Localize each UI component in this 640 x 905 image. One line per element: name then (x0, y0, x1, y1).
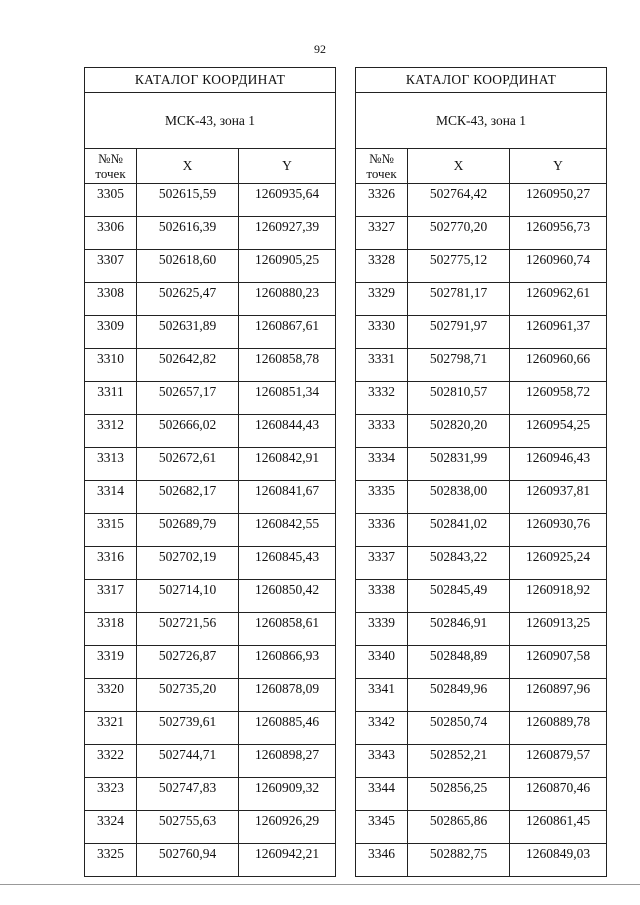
y-coordinate-cell: 1260930,76 (510, 514, 607, 547)
x-coordinate-cell: 502856,25 (408, 778, 510, 811)
point-number-cell: 3332 (356, 382, 408, 415)
point-number-cell: 3327 (356, 217, 408, 250)
y-coordinate-cell: 1260926,29 (239, 811, 336, 844)
point-number-header-line1: №№ (369, 151, 394, 166)
x-coordinate-cell: 502714,10 (137, 580, 239, 613)
x-coordinate-cell: 502657,17 (137, 382, 239, 415)
x-coordinate-cell: 502781,17 (408, 283, 510, 316)
point-number-cell: 3346 (356, 844, 408, 877)
table-row (85, 448, 336, 481)
point-number-cell: 3343 (356, 745, 408, 778)
table-row (356, 184, 607, 217)
x-coordinate-cell: 502850,74 (408, 712, 510, 745)
point-number-cell: 3305 (85, 184, 137, 217)
point-number-cell: 3322 (85, 745, 137, 778)
table-row (356, 448, 607, 481)
y-coordinate-cell: 1260879,57 (510, 745, 607, 778)
point-number-cell: 3334 (356, 448, 408, 481)
catalog-title: КАТАЛОГ КООРДИНАТ (356, 68, 607, 93)
x-coordinate-cell: 502615,59 (137, 184, 239, 217)
point-number-header-line2: точек (95, 166, 126, 181)
table-row (356, 712, 607, 745)
y-coordinate-cell: 1260918,92 (510, 580, 607, 613)
point-number-cell: 3326 (356, 184, 408, 217)
y-coordinate-cell: 1260870,46 (510, 778, 607, 811)
point-number-cell: 3320 (85, 679, 137, 712)
point-number-cell: 3339 (356, 613, 408, 646)
x-coordinate-cell: 502810,57 (408, 382, 510, 415)
x-coordinate-cell: 502791,97 (408, 316, 510, 349)
x-coordinate-cell: 502747,83 (137, 778, 239, 811)
catalog-title: КАТАЛОГ КООРДИНАТ (85, 68, 336, 93)
x-coordinate-cell: 502831,99 (408, 448, 510, 481)
y-coordinate-cell: 1260954,25 (510, 415, 607, 448)
table-row (356, 811, 607, 844)
point-number-cell: 3323 (85, 778, 137, 811)
x-coordinate-cell: 502820,20 (408, 415, 510, 448)
y-coordinate-cell: 1260844,43 (239, 415, 336, 448)
y-coordinate-cell: 1260889,78 (510, 712, 607, 745)
point-number-cell: 3325 (85, 844, 137, 877)
x-coordinate-cell: 502721,56 (137, 613, 239, 646)
y-coordinate-cell: 1260937,81 (510, 481, 607, 514)
x-coordinate-cell: 502689,79 (137, 514, 239, 547)
x-coordinate-cell: 502642,82 (137, 349, 239, 382)
point-number-cell: 3337 (356, 547, 408, 580)
point-number-cell: 3311 (85, 382, 137, 415)
point-number-cell: 3338 (356, 580, 408, 613)
x-coordinate-cell: 502775,12 (408, 250, 510, 283)
x-coordinate-cell: 502882,75 (408, 844, 510, 877)
point-number-cell: 3306 (85, 217, 137, 250)
x-coordinate-cell: 502702,19 (137, 547, 239, 580)
y-coordinate-cell: 1260960,74 (510, 250, 607, 283)
y-coordinate-cell: 1260950,27 (510, 184, 607, 217)
footer-divider (0, 884, 640, 885)
point-number-cell: 3316 (85, 547, 137, 580)
x-coordinate-cell: 502735,20 (137, 679, 239, 712)
table-row (356, 580, 607, 613)
coordinate-system-zone: МСК-43, зона 1 (85, 93, 336, 149)
table-row (356, 646, 607, 679)
point-number-cell: 3313 (85, 448, 137, 481)
y-coordinate-cell: 1260897,96 (510, 679, 607, 712)
table-row (85, 811, 336, 844)
x-coordinate-cell: 502770,20 (408, 217, 510, 250)
y-coordinate-cell: 1260885,46 (239, 712, 336, 745)
table-row (85, 514, 336, 547)
table-row (85, 349, 336, 382)
point-number-header-line1: №№ (98, 151, 123, 166)
table-row (356, 250, 607, 283)
point-number-cell: 3345 (356, 811, 408, 844)
y-coordinate-cell: 1260913,25 (510, 613, 607, 646)
x-coordinate-cell: 502843,22 (408, 547, 510, 580)
y-coordinate-cell: 1260850,42 (239, 580, 336, 613)
x-coordinate-cell: 502838,00 (408, 481, 510, 514)
point-number-cell: 3336 (356, 514, 408, 547)
table-row (85, 415, 336, 448)
y-coordinate-cell: 1260880,23 (239, 283, 336, 316)
y-coordinate-cell: 1260858,78 (239, 349, 336, 382)
x-coordinate-cell: 502798,71 (408, 349, 510, 382)
point-number-cell: 3330 (356, 316, 408, 349)
y-coordinate-cell: 1260956,73 (510, 217, 607, 250)
table-row (85, 481, 336, 514)
x-coordinate-cell: 502672,61 (137, 448, 239, 481)
y-coordinate-cell: 1260845,43 (239, 547, 336, 580)
point-number-cell: 3319 (85, 646, 137, 679)
page-number: 92 (314, 42, 326, 56)
x-coordinate-cell: 502631,89 (137, 316, 239, 349)
point-number-cell: 3341 (356, 679, 408, 712)
table-row (356, 283, 607, 316)
table-row (356, 316, 607, 349)
y-coordinate-cell: 1260849,03 (510, 844, 607, 877)
point-number-cell: 3317 (85, 580, 137, 613)
table-row (356, 547, 607, 580)
x-column-header: X (408, 149, 510, 184)
point-number-cell: 3331 (356, 349, 408, 382)
y-coordinate-cell: 1260867,61 (239, 316, 336, 349)
y-coordinate-cell: 1260851,34 (239, 382, 336, 415)
x-coordinate-cell: 502852,21 (408, 745, 510, 778)
point-number-cell: 3318 (85, 613, 137, 646)
table-row (85, 184, 336, 217)
point-number-cell: 3307 (85, 250, 137, 283)
y-coordinate-cell: 1260861,45 (510, 811, 607, 844)
point-number-header-line2: точек (366, 166, 397, 181)
y-coordinate-cell: 1260842,55 (239, 514, 336, 547)
y-coordinate-cell: 1260841,67 (239, 481, 336, 514)
x-coordinate-cell: 502760,94 (137, 844, 239, 877)
table-row (85, 778, 336, 811)
table-row (356, 613, 607, 646)
y-coordinate-cell: 1260866,93 (239, 646, 336, 679)
point-number-cell: 3344 (356, 778, 408, 811)
table-row (356, 778, 607, 811)
point-number-cell: 3315 (85, 514, 137, 547)
x-coordinate-cell: 502618,60 (137, 250, 239, 283)
y-coordinate-cell: 1260935,64 (239, 184, 336, 217)
y-coordinate-cell: 1260942,21 (239, 844, 336, 877)
point-number-cell: 3342 (356, 712, 408, 745)
table-row (356, 481, 607, 514)
y-coordinate-cell: 1260925,24 (510, 547, 607, 580)
y-coordinate-cell: 1260842,91 (239, 448, 336, 481)
table-row (85, 250, 336, 283)
y-coordinate-cell: 1260958,72 (510, 382, 607, 415)
coordinate-catalog-table-right (355, 67, 607, 877)
coordinate-system-zone: МСК-43, зона 1 (356, 93, 607, 149)
table-row (85, 844, 336, 877)
x-coordinate-cell: 502616,39 (137, 217, 239, 250)
table-row (85, 382, 336, 415)
x-coordinate-cell: 502846,91 (408, 613, 510, 646)
table-row (356, 514, 607, 547)
y-coordinate-cell: 1260961,37 (510, 316, 607, 349)
table-row (356, 844, 607, 877)
y-coordinate-cell: 1260962,61 (510, 283, 607, 316)
x-coordinate-cell: 502682,17 (137, 481, 239, 514)
point-number-header (356, 149, 408, 184)
table-row (85, 547, 336, 580)
x-coordinate-cell: 502841,02 (408, 514, 510, 547)
table-row (356, 679, 607, 712)
table-row (85, 217, 336, 250)
x-coordinate-cell: 502848,89 (408, 646, 510, 679)
point-number-cell: 3321 (85, 712, 137, 745)
point-number-cell: 3324 (85, 811, 137, 844)
table-row (356, 745, 607, 778)
y-coordinate-cell: 1260905,25 (239, 250, 336, 283)
point-number-cell: 3309 (85, 316, 137, 349)
point-number-cell: 3329 (356, 283, 408, 316)
y-coordinate-cell: 1260960,66 (510, 349, 607, 382)
y-coordinate-cell: 1260878,09 (239, 679, 336, 712)
table-row (356, 382, 607, 415)
table-body (356, 184, 607, 877)
table-row (85, 316, 336, 349)
table-row (356, 217, 607, 250)
y-coordinate-cell: 1260907,58 (510, 646, 607, 679)
point-number-cell: 3310 (85, 349, 137, 382)
point-number-cell: 3335 (356, 481, 408, 514)
table-row (356, 349, 607, 382)
table-row (356, 415, 607, 448)
x-coordinate-cell: 502865,86 (408, 811, 510, 844)
y-coordinate-cell: 1260927,39 (239, 217, 336, 250)
table-row (85, 712, 336, 745)
point-number-header (85, 149, 137, 184)
table-row (85, 745, 336, 778)
point-number-cell: 3314 (85, 481, 137, 514)
point-number-cell: 3308 (85, 283, 137, 316)
x-coordinate-cell: 502625,47 (137, 283, 239, 316)
point-number-cell: 3333 (356, 415, 408, 448)
table-row (85, 613, 336, 646)
table-row (85, 580, 336, 613)
x-coordinate-cell: 502726,87 (137, 646, 239, 679)
y-column-header: Y (239, 149, 336, 184)
y-coordinate-cell: 1260858,61 (239, 613, 336, 646)
y-coordinate-cell: 1260946,43 (510, 448, 607, 481)
y-column-header: Y (510, 149, 607, 184)
table-row (85, 646, 336, 679)
point-number-cell: 3328 (356, 250, 408, 283)
x-coordinate-cell: 502755,63 (137, 811, 239, 844)
x-coordinate-cell: 502849,96 (408, 679, 510, 712)
x-column-header: X (137, 149, 239, 184)
x-coordinate-cell: 502666,02 (137, 415, 239, 448)
y-coordinate-cell: 1260909,32 (239, 778, 336, 811)
point-number-cell: 3340 (356, 646, 408, 679)
table-row (85, 283, 336, 316)
x-coordinate-cell: 502764,42 (408, 184, 510, 217)
x-coordinate-cell: 502739,61 (137, 712, 239, 745)
coordinate-catalog-table-left (84, 67, 336, 877)
point-number-cell: 3312 (85, 415, 137, 448)
table-body (85, 184, 336, 877)
table-row (85, 679, 336, 712)
x-coordinate-cell: 502744,71 (137, 745, 239, 778)
x-coordinate-cell: 502845,49 (408, 580, 510, 613)
y-coordinate-cell: 1260898,27 (239, 745, 336, 778)
